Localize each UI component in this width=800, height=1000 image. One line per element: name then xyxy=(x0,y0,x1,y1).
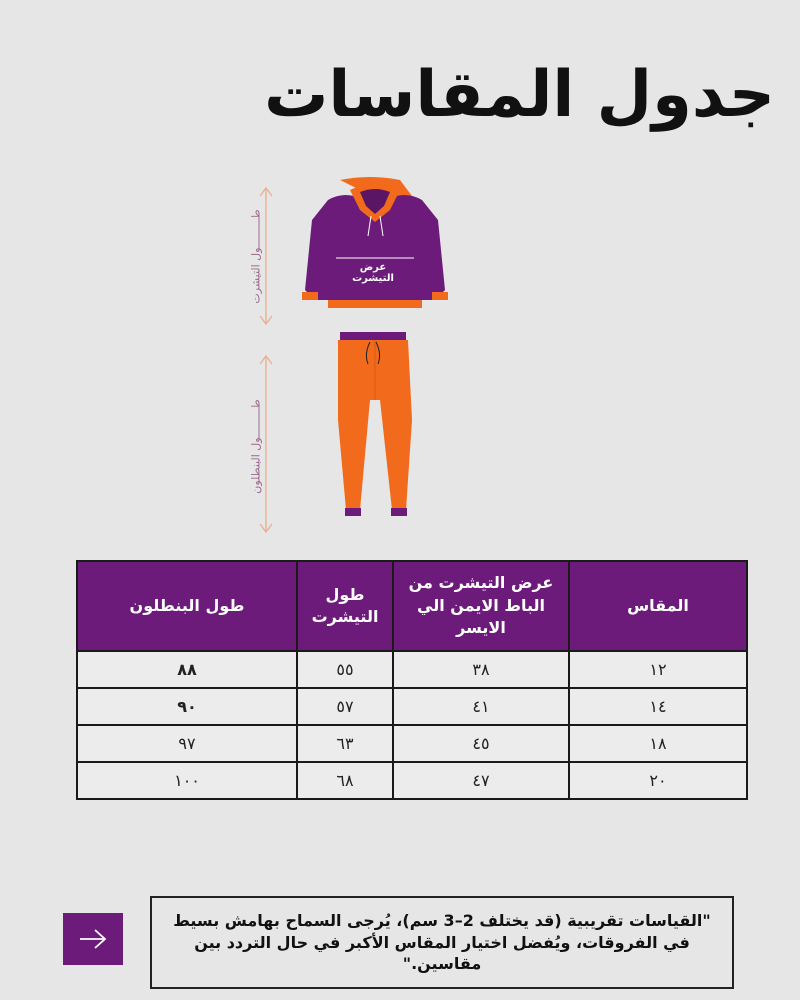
table-row xyxy=(77,651,747,688)
table-row xyxy=(77,688,747,725)
cell-size: ١٢ xyxy=(569,651,747,688)
cell-shirt-width: ٤٧ xyxy=(393,762,569,799)
arrow-right-icon xyxy=(78,928,108,950)
cell-shirt-width: ٣٨ xyxy=(393,651,569,688)
header-shirt-length: طول التيشرت xyxy=(297,561,393,651)
cell-pants-length: ٩٧ xyxy=(77,725,297,762)
tracksuit-illustration xyxy=(200,160,480,540)
cell-size: ٢٠ xyxy=(569,762,747,799)
page-title: جدول المقاسات xyxy=(264,58,775,132)
cell-shirt-width: ٤١ xyxy=(393,688,569,725)
hoodie-icon xyxy=(302,177,448,308)
table-row xyxy=(77,762,747,799)
cell-shirt-length: ٥٥ xyxy=(297,651,393,688)
cell-shirt-length: ٦٨ xyxy=(297,762,393,799)
cell-shirt-length: ٥٧ xyxy=(297,688,393,725)
cell-pants-length: ١٠٠ xyxy=(77,762,297,799)
cell-pants-length: ٩٠ xyxy=(77,688,297,725)
shirt-width-label: عرض التيشرت xyxy=(352,262,394,284)
cell-size: ١٨ xyxy=(569,725,747,762)
table-header-row xyxy=(77,561,747,651)
header-size: المقاس xyxy=(569,561,747,651)
header-shirt-width: عرض التيشرت من الباط الايمن الي الايسر xyxy=(393,561,569,651)
cell-shirt-length: ٦٣ xyxy=(297,725,393,762)
shirt-length-label: طـــــــــول التيشرت xyxy=(249,209,263,304)
cell-size: ١٤ xyxy=(569,688,747,725)
pants-length-label: طـــــــــول البنطلون xyxy=(249,399,263,494)
cell-pants-length: ٨٨ xyxy=(77,651,297,688)
next-button[interactable] xyxy=(63,913,123,965)
size-table xyxy=(76,560,748,800)
header-pants-length: طول البنطلون xyxy=(77,561,297,651)
pants-icon xyxy=(338,332,412,516)
cell-shirt-width: ٤٥ xyxy=(393,725,569,762)
sizing-note: "القياسات تقريبية (قد يختلف 2–3 سم)، يُرجى السماح بهامش بسيط في الفروقات، ويُفضل اختيار المقاس الأكبر في حال التردد بين مقاسين." xyxy=(150,896,734,989)
table-row xyxy=(77,725,747,762)
